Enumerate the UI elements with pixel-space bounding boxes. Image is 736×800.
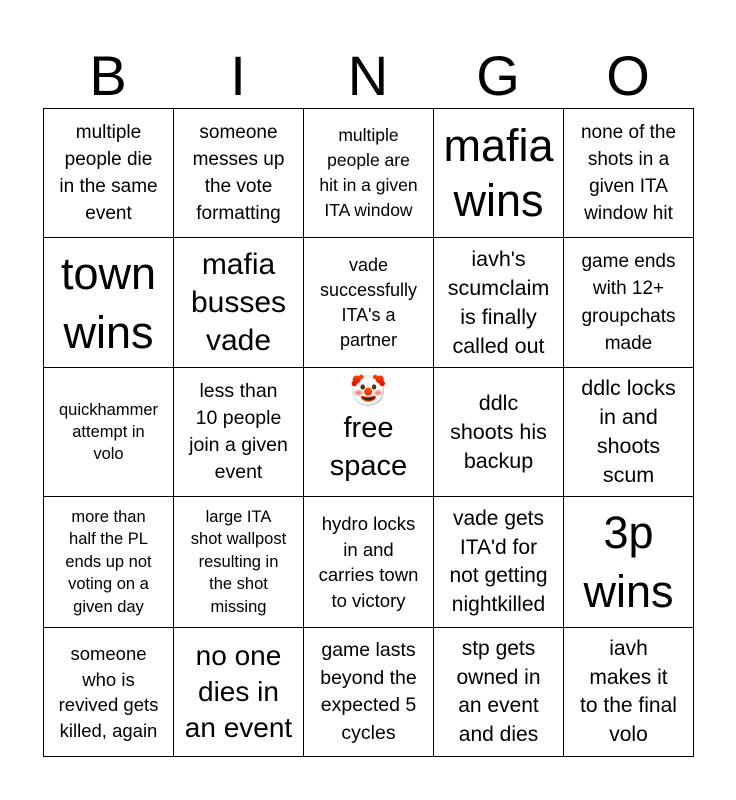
cell-text: hydro locks in and carries town to victory bbox=[318, 513, 419, 611]
header-letter-g: G bbox=[476, 44, 520, 107]
free-space-label: free space bbox=[329, 412, 408, 482]
bingo-header bbox=[43, 44, 693, 108]
bingo-cell[interactable] bbox=[44, 368, 174, 497]
bingo-cell[interactable] bbox=[434, 628, 564, 757]
cell-text: game ends with 12+ groupchats made bbox=[581, 250, 676, 354]
bingo-cell[interactable] bbox=[564, 628, 694, 757]
cell-text: someone messes up the vote formatting bbox=[192, 122, 285, 224]
cell-text: less than 10 people join a given event bbox=[189, 380, 288, 483]
bingo-cell[interactable] bbox=[564, 368, 694, 497]
cell-text: multiple people are hit in a given ITA window bbox=[319, 125, 418, 220]
cell-text: someone who is revived gets killed, again bbox=[58, 643, 159, 741]
cell-text: no one dies in an event bbox=[184, 640, 293, 743]
cell-text: stp gets owned in an event and dies bbox=[456, 637, 541, 746]
bingo-board bbox=[43, 108, 694, 757]
bingo-cell[interactable] bbox=[44, 497, 174, 628]
cell-text: iavh makes it to the final volo bbox=[580, 637, 677, 746]
bingo-cell[interactable] bbox=[174, 628, 304, 757]
bingo-cell[interactable] bbox=[44, 628, 174, 757]
bingo-cell[interactable] bbox=[564, 497, 694, 628]
bingo-cell[interactable] bbox=[564, 109, 694, 238]
cell-text: vade gets ITA'd for not getting nightkilled bbox=[449, 507, 548, 616]
bingo-cell[interactable] bbox=[434, 368, 564, 497]
bingo-cell[interactable] bbox=[44, 109, 174, 238]
cell-text: quickhammer attempt in volo bbox=[58, 401, 159, 463]
bingo-cell[interactable] bbox=[304, 628, 434, 757]
header-letter-b: B bbox=[89, 44, 127, 107]
cell-text: 3p wins bbox=[583, 507, 674, 617]
cell-text: ddlc locks in and shoots scum bbox=[581, 376, 676, 487]
bingo-cell[interactable] bbox=[434, 109, 564, 238]
bingo-cell[interactable] bbox=[564, 238, 694, 368]
clown-face-icon: 🤡 bbox=[349, 375, 388, 408]
bingo-cell[interactable] bbox=[304, 109, 434, 238]
bingo-cell[interactable] bbox=[304, 497, 434, 628]
cell-text: town wins bbox=[60, 247, 157, 358]
cell-text: iavh's scumclaim is finally called out bbox=[447, 246, 550, 358]
bingo-cell[interactable] bbox=[304, 238, 434, 368]
header-letter-o: O bbox=[606, 44, 650, 107]
cell-text: vade successfully ITA's a partner bbox=[319, 254, 418, 350]
cell-text: ddlc shoots his backup bbox=[450, 390, 547, 473]
bingo-cell[interactable] bbox=[174, 109, 304, 238]
bingo-cell[interactable] bbox=[174, 368, 304, 497]
cell-text: more than half the PL ends up not voting on a given day bbox=[65, 507, 152, 616]
cell-text: multiple people die in the same event bbox=[59, 122, 158, 224]
bingo-cell[interactable] bbox=[174, 238, 304, 368]
cell-text: large ITA shot wallpost resulting in the shot missing bbox=[190, 507, 287, 616]
bingo-cell[interactable] bbox=[434, 497, 564, 628]
cell-text: none of the shots in a given ITA window hit bbox=[580, 122, 677, 224]
header-letter-i: I bbox=[230, 44, 246, 107]
cell-text: mafia wins bbox=[443, 120, 554, 226]
bingo-cell[interactable] bbox=[44, 238, 174, 368]
header-letter-n: N bbox=[347, 44, 389, 107]
cell-text: mafia busses vade bbox=[190, 247, 287, 357]
cell-text: game lasts beyond the expected 5 cycles bbox=[320, 639, 417, 744]
bingo-cell[interactable] bbox=[434, 238, 564, 368]
bingo-cell[interactable] bbox=[174, 497, 304, 628]
free-space-cell[interactable] bbox=[304, 368, 434, 497]
